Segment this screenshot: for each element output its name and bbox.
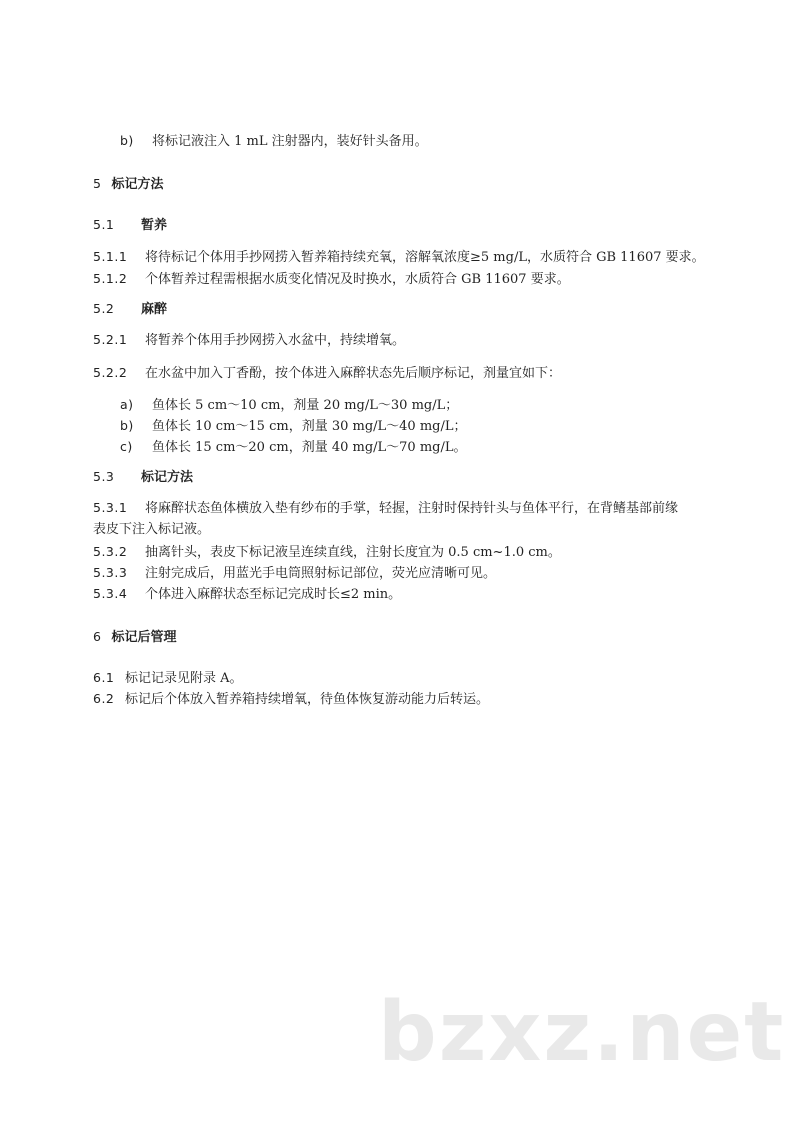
section-title: 麻醉 bbox=[141, 302, 168, 317]
clause-number: 5.3.3 bbox=[93, 565, 128, 580]
clause-number: 5.3.2 bbox=[93, 544, 128, 559]
clause-5-3-1 bbox=[93, 499, 678, 517]
clause-5-2-1 bbox=[93, 331, 405, 349]
clause-5-2-2 bbox=[93, 364, 561, 382]
list-item-a bbox=[120, 396, 458, 414]
item-label: a) bbox=[120, 397, 134, 412]
clause-5-1-2 bbox=[93, 270, 570, 288]
section-title: 暂养 bbox=[141, 218, 168, 233]
section-title: 标记后管理 bbox=[111, 630, 177, 645]
item-text: 鱼体长 10 cm～15 cm，剂量 30 mg/L～40 mg/L； bbox=[152, 419, 467, 434]
item-text: 鱼体长 5 cm～10 cm，剂量 20 mg/L～30 mg/L； bbox=[152, 398, 459, 413]
item-text: 将标记液注入 1 mL 注射器内，装好针头备用。 bbox=[152, 134, 428, 149]
clause-5-3-3 bbox=[93, 564, 496, 582]
clause-number: 5.3.1 bbox=[93, 500, 128, 515]
section-heading-5-1 bbox=[93, 216, 167, 234]
clause-6-1 bbox=[93, 669, 243, 687]
clause-text: 将麻醉状态鱼体横放入垫有纱布的手掌，轻握，注射时保持针头与鱼体平行，在背鳍基部前缘 bbox=[145, 501, 679, 516]
clause-text: 在水盆中加入丁香酚，按个体进入麻醉状态先后顺序标记，剂量宜如下： bbox=[145, 366, 562, 381]
section-number: 5.3 bbox=[93, 469, 115, 484]
clause-5-1-1 bbox=[93, 248, 705, 266]
clause-text: 抽离针头，表皮下标记液呈连续直线，注射长度宜为 0.5 cm~1.0 cm。 bbox=[145, 545, 561, 560]
clause-5-3-4 bbox=[93, 585, 401, 603]
clause-number: 5.1.1 bbox=[93, 249, 128, 264]
clause-text: 注射完成后，用蓝光手电筒照射标记部位，荧光应清晰可见。 bbox=[145, 566, 497, 581]
section-number: 5 bbox=[93, 176, 102, 191]
clause-text: 标记后个体放入暂养箱持续增氧，待鱼体恢复游动能力后转运。 bbox=[125, 692, 490, 707]
clause-text: 标记记录见附录 A。 bbox=[125, 671, 243, 686]
clause-number: 5.1.2 bbox=[93, 271, 128, 286]
clause-number: 5.3.4 bbox=[93, 586, 128, 601]
item-label: c) bbox=[120, 439, 133, 454]
clause-5-3-1-continued bbox=[93, 521, 210, 538]
clause-5-3-2 bbox=[93, 543, 561, 561]
list-item-b bbox=[120, 132, 428, 150]
item-text: 鱼体长 15 cm～20 cm，剂量 40 mg/L～70 mg/L。 bbox=[152, 440, 467, 455]
clause-number: 6.1 bbox=[93, 670, 115, 685]
section-number: 5.1 bbox=[93, 217, 115, 232]
section-heading-6 bbox=[93, 628, 176, 646]
clause-number: 6.2 bbox=[93, 691, 115, 706]
section-heading-5 bbox=[93, 175, 163, 193]
item-label: b) bbox=[120, 133, 134, 148]
section-heading-5-3 bbox=[93, 468, 193, 486]
clause-6-2 bbox=[93, 690, 489, 708]
clause-text: 个体进入麻醉状态至标记完成时长≤2 min。 bbox=[145, 587, 402, 602]
section-title: 标记方法 bbox=[111, 177, 164, 192]
clause-text: 表皮下注入标记液。 bbox=[93, 522, 211, 537]
section-number: 5.2 bbox=[93, 301, 115, 316]
clause-text: 将待标记个体用手抄网捞入暂养箱持续充氧，溶解氧浓度≥5 mg/L，水质符合 GB 11607 要求。 bbox=[145, 250, 705, 265]
list-item-c bbox=[120, 438, 467, 456]
clause-number: 5.2.2 bbox=[93, 365, 128, 380]
list-item-b bbox=[120, 417, 467, 435]
watermark: bzxz.net bbox=[378, 985, 786, 1080]
item-label: b) bbox=[120, 418, 134, 433]
section-title: 标记方法 bbox=[141, 470, 194, 485]
section-number: 6 bbox=[93, 629, 102, 644]
clause-text: 个体暂养过程需根据水质变化情况及时换水，水质符合 GB 11607 要求。 bbox=[145, 272, 570, 287]
clause-number: 5.2.1 bbox=[93, 332, 128, 347]
clause-text: 将暂养个体用手抄网捞入水盆中，持续增氧。 bbox=[145, 333, 406, 348]
section-heading-5-2 bbox=[93, 300, 167, 318]
